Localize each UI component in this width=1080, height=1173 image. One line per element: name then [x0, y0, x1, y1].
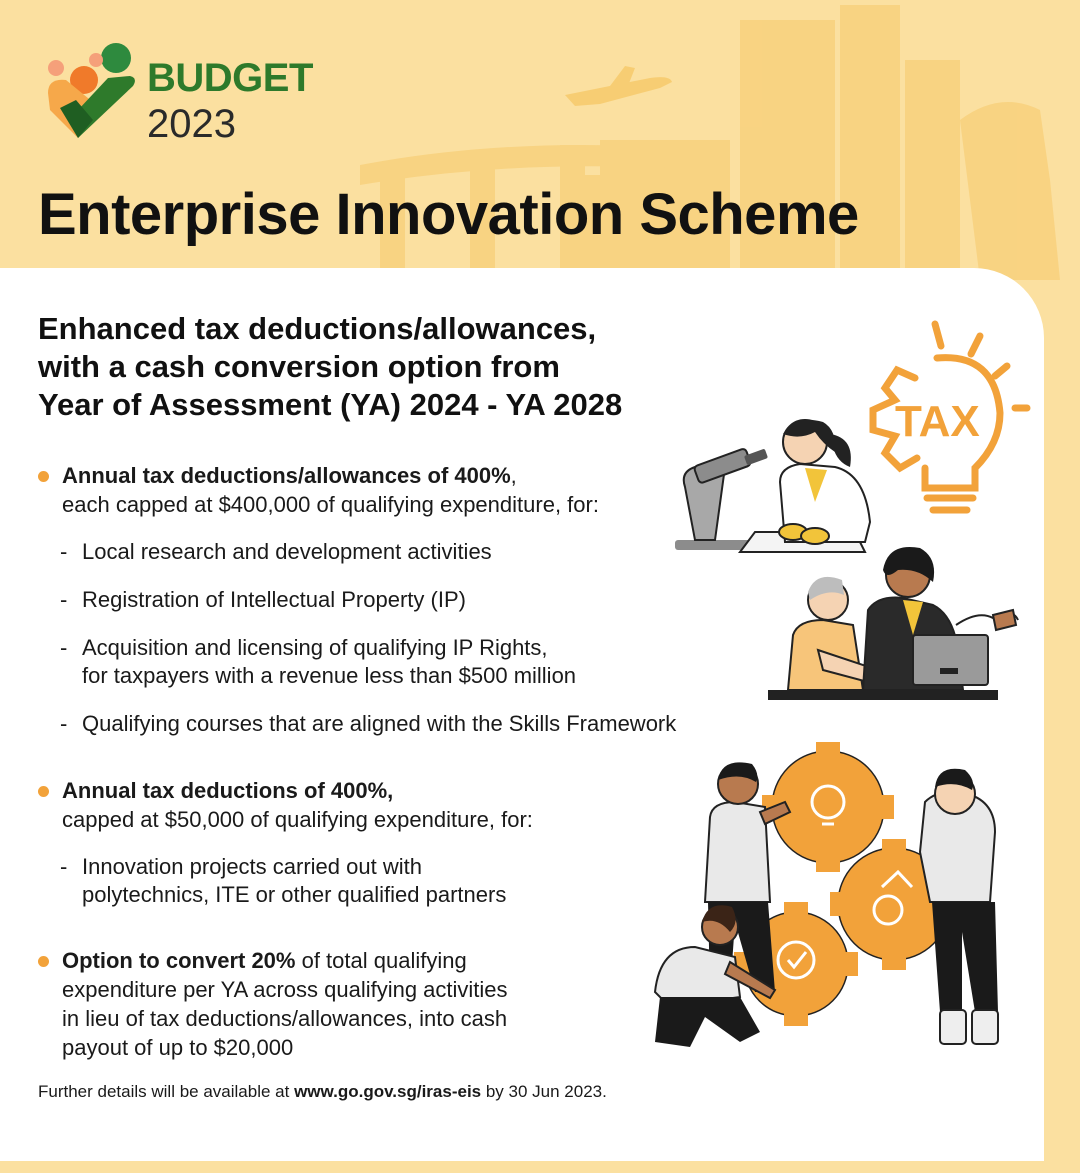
subheading-line: with a cash conversion option from: [38, 349, 560, 384]
footer-note: Further details will be available at www.go.gov.sg/iras-eis by 30 Jun 2023.: [38, 1082, 607, 1101]
list-item: - Registration of Intellectual Property (IP): [60, 587, 466, 612]
section-2-heading: Annual tax deductions of 400%,: [62, 778, 394, 803]
list-item: - Qualifying courses that are aligned with the Skills Framework: [60, 711, 677, 736]
bullet-dot-icon: [38, 471, 49, 482]
list-item: - Innovation projects carried out with polytechnics, ITE or other qualified partners: [60, 854, 507, 907]
footer-link[interactable]: www.go.gov.sg/iras-eis: [294, 1082, 482, 1101]
page-title: Enterprise Innovation Scheme: [38, 182, 859, 247]
bullet-dot-icon: [38, 786, 49, 797]
section-3-text: of total qualifying: [295, 948, 467, 973]
list-item: - Local research and development activities: [60, 539, 492, 564]
subheading: [38, 310, 622, 424]
section-3-text: expenditure per YA across qualifying activities: [62, 977, 508, 1002]
people-gears-illustration: [650, 742, 1010, 1057]
section-1-heading: Annual tax deductions/allowances of 400%: [62, 463, 511, 488]
list-item: - Acquisition and licensing of qualifying IP Rights, for taxpayers with a revenue less than $500 million: [60, 635, 577, 688]
subheading-line: Enhanced tax deductions/allowances,: [38, 311, 597, 346]
budget-wordmark: BUDGET: [147, 56, 313, 100]
subheading-line: Year of Assessment (YA) 2024 - YA 2028: [38, 387, 623, 422]
bullet-section-2: [38, 776, 533, 834]
bullet-section-1: [38, 461, 599, 519]
bullet-section-3: [38, 946, 508, 1062]
bullet-dot-icon: [38, 956, 49, 967]
section-1-detail: each capped at $400,000 of qualifying expenditure, for:: [62, 492, 599, 517]
office-workers-illustration: [768, 540, 1023, 705]
lightbulb-gear-icon: [855, 318, 1035, 523]
section-3-text: in lieu of tax deductions/allowances, into cash: [62, 1006, 508, 1031]
budget-year: 2023: [147, 102, 236, 146]
tax-label: TAX: [895, 397, 980, 446]
section-3-heading: Option to convert 20%: [62, 948, 296, 973]
section-2-detail: capped at $50,000 of qualifying expenditure, for:: [62, 807, 533, 832]
section-1-comma: ,: [510, 463, 517, 488]
section-3-text: payout of up to $20,000: [62, 1035, 294, 1060]
heart-logo-icon: [38, 38, 148, 158]
